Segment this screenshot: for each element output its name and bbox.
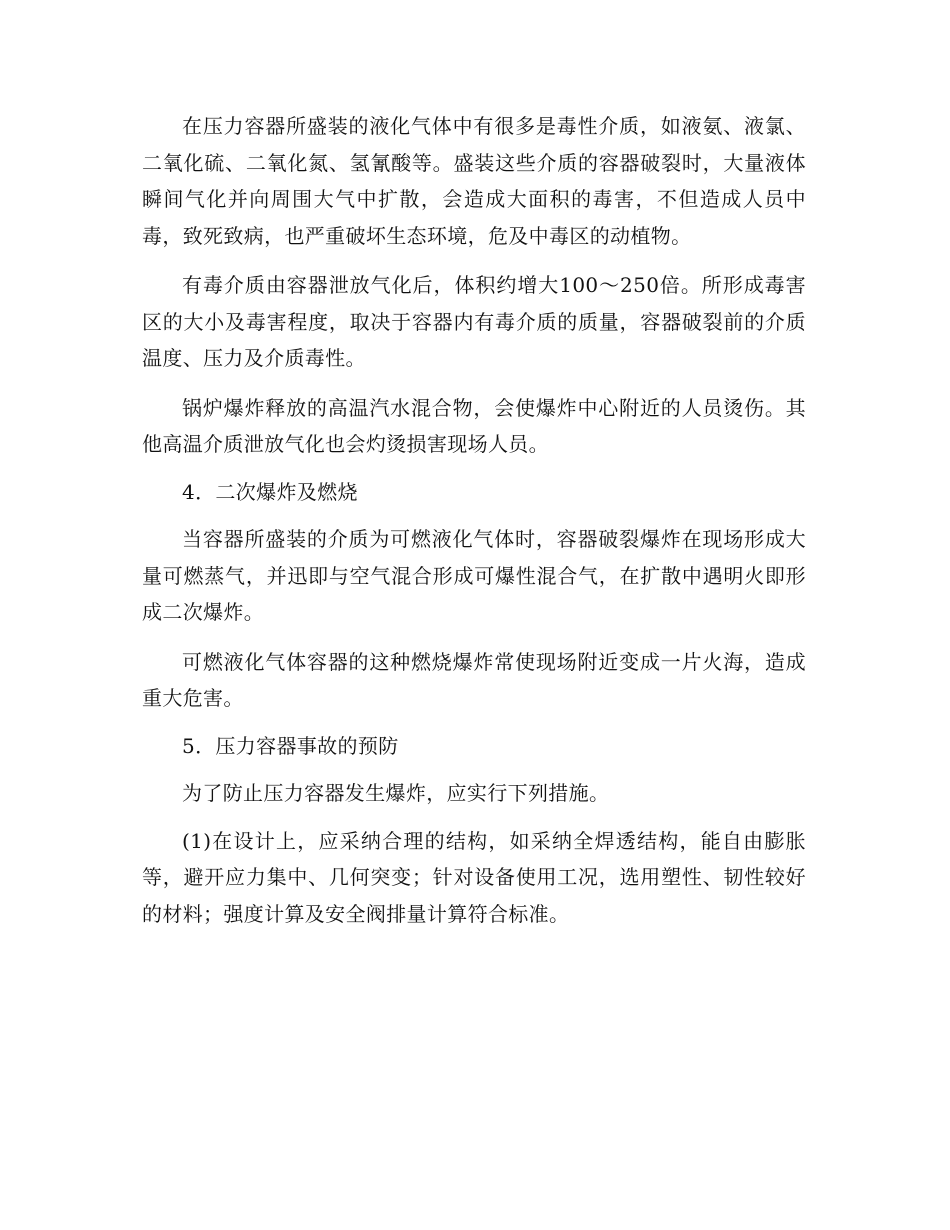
paragraph-spacer	[142, 717, 806, 728]
paragraph-spacer	[142, 631, 806, 644]
paragraph-spacer	[142, 377, 806, 390]
paragraph-boiler-scald: 锅炉爆炸释放的高温汽水混合物，会使爆炸中心附近的人员烫伤。其他高温介质泄放气化也会灼烫损害现场人员。	[142, 395, 806, 456]
paragraph-sea-of-fire: 可燃液化气体容器的这种燃烧爆炸常使现场附近变成一片火海，造成重大危害。	[142, 649, 806, 710]
paragraph-spacer	[142, 463, 806, 474]
paragraph-flammable-gas: 当容器所盛装的介质为可燃液化气体时，容器破裂爆炸在现场形成大量可燃蒸气，并迅即与空气混合形成可爆性混合气，在扩散中遇明火即形成二次爆炸。	[142, 527, 806, 624]
section-heading-accident-prevention: 5．压力容器事故的预防	[182, 733, 399, 758]
section-heading-secondary-explosion: 4．二次爆炸及燃烧	[182, 479, 358, 504]
paragraph-measures-intro: 为了防止压力容器发生爆炸，应实行下列措施。	[182, 781, 610, 805]
paragraph-spacer	[142, 510, 806, 521]
paragraph-toxic-volume: 有毒介质由容器泄放气化后，体积约增大100～250倍。所形成毒害区的大小及毒害程度，取决于容器内有毒介质的质量，容器破裂前的介质温度、压力及介质毒性。	[142, 273, 806, 370]
document-body	[142, 108, 806, 932]
paragraph-spacer	[142, 764, 806, 775]
paragraph-toxic-media: 在压力容器所盛装的液化气体中有很多是毒性介质，如液氨、液氯、二氧化硫、二氧化氮、氢氰酸等。盛装这些介质的容器破裂时，大量液体瞬间气化并向周围大气中扩散，会造成大面积的毒害，不但造成人员中毒，致死致病，也严重破坏生态环境，危及中毒区的动植物。	[142, 114, 806, 248]
paragraph-spacer	[142, 812, 806, 823]
paragraph-design-measures: (1)在设计上，应采纳合理的结构，如采纳全焊透结构，能自由膨胀等，避开应力集中、几何突变；针对设备使用工况，选用塑性、韧性较好的材料；强度计算及安全阀排量计算符合标准。	[142, 828, 806, 926]
paragraph-spacer	[142, 254, 806, 267]
